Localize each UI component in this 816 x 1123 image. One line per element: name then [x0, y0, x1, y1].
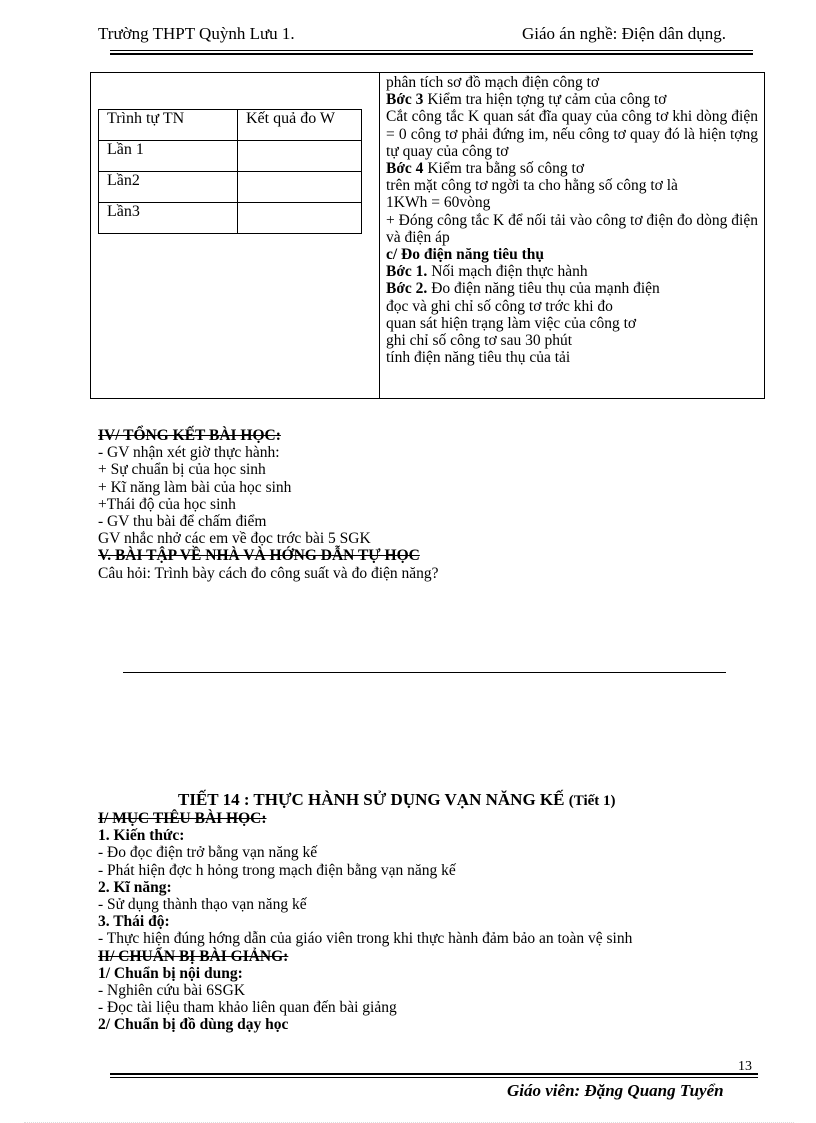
procedure-paragraph: Cắt công tắc K quan sát đĩa quay của công tơ khi dòng điện = 0 công tơ phải đứng im, nếu công tơ quay đó là hiện tợng tự quay của công tơ: [386, 108, 758, 160]
procedure-subheading: c/ Đo điện năng tiêu thụ: [386, 246, 545, 264]
table-header-cell: Trình tự TN: [99, 110, 238, 141]
content-line: - Phát hiện đợc h hỏng trong mạch điện bằng vạn năng kế: [98, 861, 456, 879]
lesson14-section: [98, 810, 748, 1034]
step-text: Nối mạch điện thực hành: [427, 263, 588, 281]
table-cell-empty: [238, 172, 362, 203]
step-text: Kiểm tra hiện tợng tự cảm của công tơ: [423, 91, 667, 109]
section-divider: [123, 672, 726, 673]
header-rule-thin: [110, 50, 753, 51]
table-row: [99, 172, 362, 203]
table-header-cell: Kết quả đo W: [238, 110, 362, 141]
summary-line: - GV nhận xét giờ thực hành:: [98, 444, 280, 462]
school-name: Trường THPT Quỳnh Lưu 1.: [98, 24, 295, 43]
teacher-name: Giáo viên: Đặng Quang Tuyển: [507, 1081, 724, 1100]
section-heading: V. BÀI TẬP VỀ NHÀ VÀ HỚNG DẪN TỰ HỌC: [98, 547, 420, 565]
subject-title: Giáo án nghề: Điện dân dụng.: [522, 24, 726, 43]
subheading: 2. Kĩ năng:: [98, 878, 172, 896]
procedure-paragraph: + Đóng công tắc K để nối tải vào công tơ điện đo dòng điện và điện áp: [386, 211, 758, 246]
page-number: 13: [738, 1059, 752, 1074]
table-row: [99, 141, 362, 172]
measurement-table: [98, 109, 362, 234]
table-header-row: [99, 110, 362, 141]
content-line: - Đo đọc điện trở bằng vạn năng kế: [98, 844, 318, 862]
procedure-line: [386, 280, 758, 297]
procedure-line: 1KWh = 60vòng: [386, 194, 491, 212]
summary-line: +Thái độ của học sinh: [98, 495, 236, 513]
content-line: - Sử dụng thành thạo vạn năng kế: [98, 896, 307, 914]
table-cell: Lần2: [99, 172, 238, 203]
procedure-line: [386, 91, 758, 108]
procedure-line: tính điện năng tiêu thụ của tải: [386, 349, 571, 367]
footer-rule-thick: [110, 1073, 758, 1075]
step-text: Kiểm tra bằng số công tơ: [423, 160, 585, 178]
table-cell: Lần 1: [99, 141, 238, 172]
homework-question: Câu hỏi: Trình bày cách đo công suất và đo điện năng?: [98, 564, 439, 582]
subheading: 2/ Chuẩn bị đồ dùng dạy học: [98, 1016, 289, 1034]
table-cell-empty: [238, 141, 362, 172]
table-cell-empty: [238, 203, 362, 234]
procedure-line: ghi chỉ số công tơ sau 30 phút: [386, 332, 572, 350]
summary-section: [98, 427, 748, 582]
step-text: Đo điện năng tiêu thụ của mạnh điện: [427, 280, 660, 298]
content-line: - Thực hiện đúng hớng dẫn của giáo viên trong khi thực hành đảm bảo an toàn vệ sinh: [98, 930, 633, 948]
summary-line: + Kĩ năng làm bài của học sinh: [98, 478, 292, 496]
subheading: 1/ Chuẩn bị nội dung:: [98, 964, 243, 982]
step-label: Bớc 2.: [386, 280, 428, 298]
lesson-title-suffix: (Tiết 1): [568, 793, 616, 809]
procedure-line: quan sát hiện trạng làm việc của công tơ: [386, 314, 637, 332]
summary-line: - GV thu bài để chấm điểm: [98, 513, 267, 531]
step-label: Bớc 3: [386, 91, 424, 109]
step-label: Bớc 4: [386, 160, 424, 178]
table-cell: Lần3: [99, 203, 238, 234]
summary-line: + Sự chuẩn bị của học sinh: [98, 461, 266, 479]
subheading: 1. Kiến thức:: [98, 827, 185, 845]
content-line: - Đọc tài liệu tham khảo liên quan đến bài giảng: [98, 999, 397, 1017]
table-row: [99, 203, 362, 234]
procedure-line: đọc và ghi chỉ số công tơ trớc khi đo: [386, 297, 613, 315]
section-heading: IV/ TỔNG KẾT BÀI HỌC:: [98, 427, 281, 444]
procedure-line: [386, 160, 758, 177]
lesson-table-divider: [379, 72, 380, 399]
subheading: 3. Thái độ:: [98, 913, 170, 931]
step-label: Bớc 1.: [386, 263, 428, 281]
lesson-title-text: TIẾT 14 : THỰC HÀNH SỬ DỤNG VẠN NĂNG KẾ: [178, 790, 565, 809]
procedure-column: [386, 74, 758, 366]
lesson-title: [178, 790, 616, 810]
procedure-line: [386, 263, 758, 280]
procedure-line: phân tích sơ đồ mạch điện công tơ: [386, 74, 600, 91]
footer-rule-thin: [110, 1077, 758, 1078]
header-rule-thick: [110, 53, 753, 55]
section-heading: I/ MỤC TIÊU BÀI HỌC:: [98, 810, 267, 827]
section-heading: II/ CHUẨN BỊ BÀI GIẢNG:: [98, 947, 289, 965]
procedure-line: trên mặt công tơ ngời ta cho hằng số công tơ là: [386, 177, 678, 195]
summary-line: GV nhắc nhở các em về đọc trớc bài 5 SGK: [98, 530, 371, 548]
content-line: - Nghiên cứu bài 6SGK: [98, 982, 246, 1000]
